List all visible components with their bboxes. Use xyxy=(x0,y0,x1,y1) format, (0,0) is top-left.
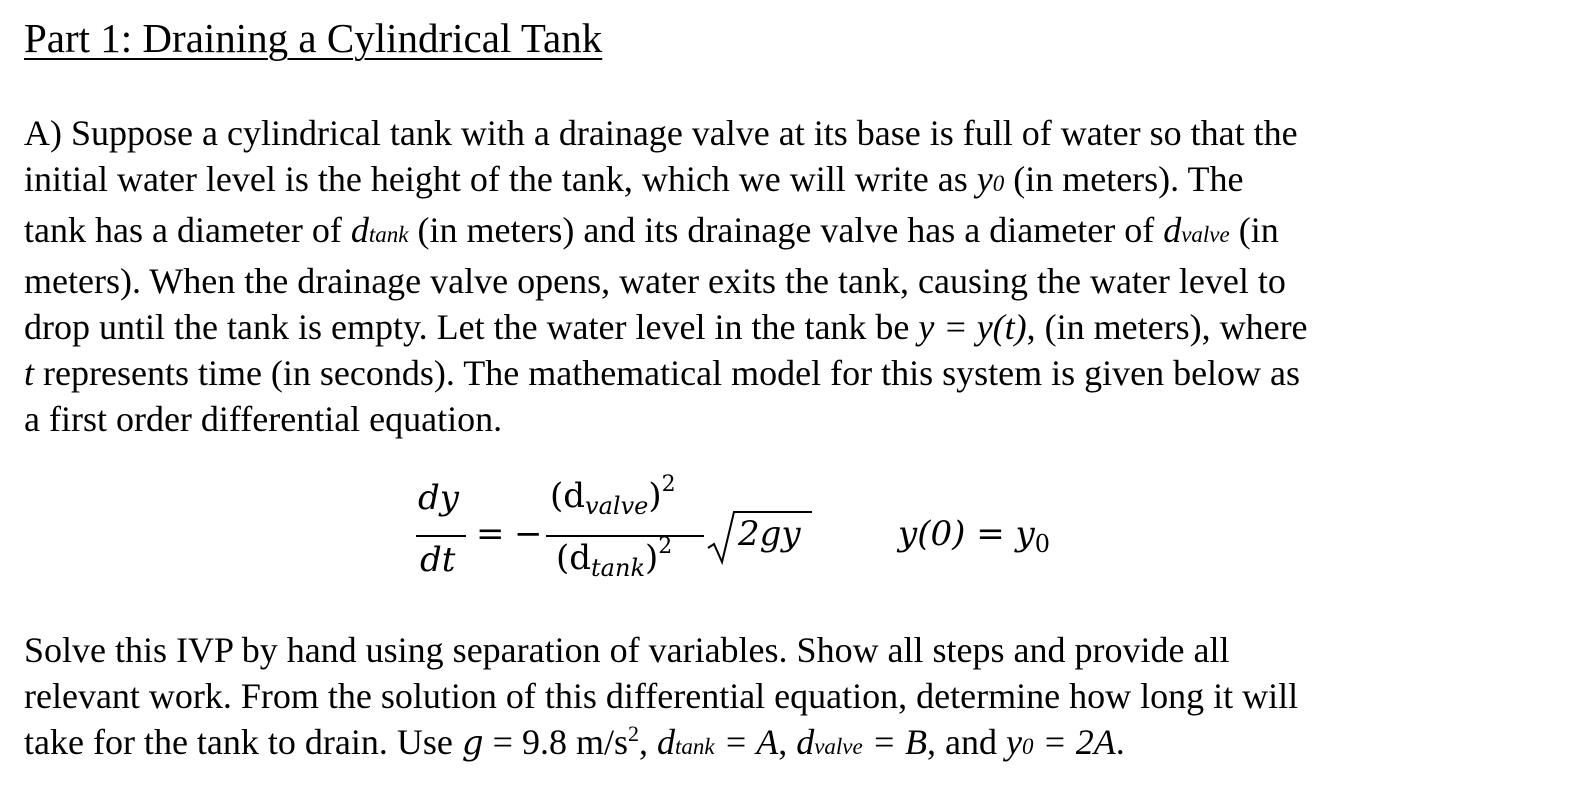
paragraph-line: t represents time (in seconds). The mathematical model for this system is given below as xyxy=(24,353,1301,393)
paragraph-line: relevant work. From the solution of this differential equation, determine how long it will xyxy=(24,676,1299,716)
square-root-body: 2gy xyxy=(738,514,801,554)
fraction-bar xyxy=(416,535,466,537)
ratio-numerator: $(d_{valve})^2$ xyxy=(550,472,676,520)
paragraph-line: take for the tank to drain. Use g = 9.8 $m/s^2$, dtank = A, dvalve = B, and y0 = 2A. xyxy=(24,721,1125,763)
variable-y: y xyxy=(976,159,993,199)
paragraph-line: tank has a diameter of dtank (in meters) and its drainage valve has a diameter of dvalve (in xyxy=(24,210,1279,250)
initial-condition: $y(0) = y_0$ xyxy=(898,514,1050,558)
variable-t: t xyxy=(24,353,35,393)
derivative-denominator: dt xyxy=(420,540,456,580)
paragraph-line: Solve this IVP by hand using separation of variables. Show all steps and provide all xyxy=(24,630,1230,670)
problem-statement-paragraph xyxy=(24,110,1554,442)
gravity-symbol: g xyxy=(461,723,484,763)
section-title: Part 1: Draining a Cylindrical Tank xyxy=(24,15,603,61)
subscript: valve xyxy=(1181,222,1230,247)
paragraph-line: initial water level is the height of the tank, which we will write as y0 (in meters). The xyxy=(24,159,1244,199)
variable-d: d xyxy=(1163,210,1182,250)
derivative-numerator: dy xyxy=(418,478,459,518)
equals-sign: = xyxy=(476,514,505,554)
ratio-denominator: $(d_{tank})^2$ xyxy=(556,534,673,582)
inline-math: y = y(t) xyxy=(918,307,1027,347)
subscript: tank xyxy=(368,222,409,247)
differential-equation xyxy=(410,470,1110,600)
paragraph-line: drop until the tank is empty. Let the water level in the tank be y = y(t), (in meters), where xyxy=(24,307,1308,347)
variable-d: d xyxy=(350,210,369,250)
paragraph-line: a first order differential equation. xyxy=(24,399,503,439)
paragraph-line: meters). When the drainage valve opens, water exits the tank, causing the water level to xyxy=(24,261,1286,301)
fraction-bar xyxy=(546,535,704,537)
minus-sign: − xyxy=(514,514,543,554)
task-instructions-paragraph xyxy=(24,627,1554,770)
paragraph-line: A) Suppose a cylindrical tank with a drainage valve at its base is full of water so that the xyxy=(24,113,1298,153)
subscript: 0 xyxy=(992,171,1005,196)
